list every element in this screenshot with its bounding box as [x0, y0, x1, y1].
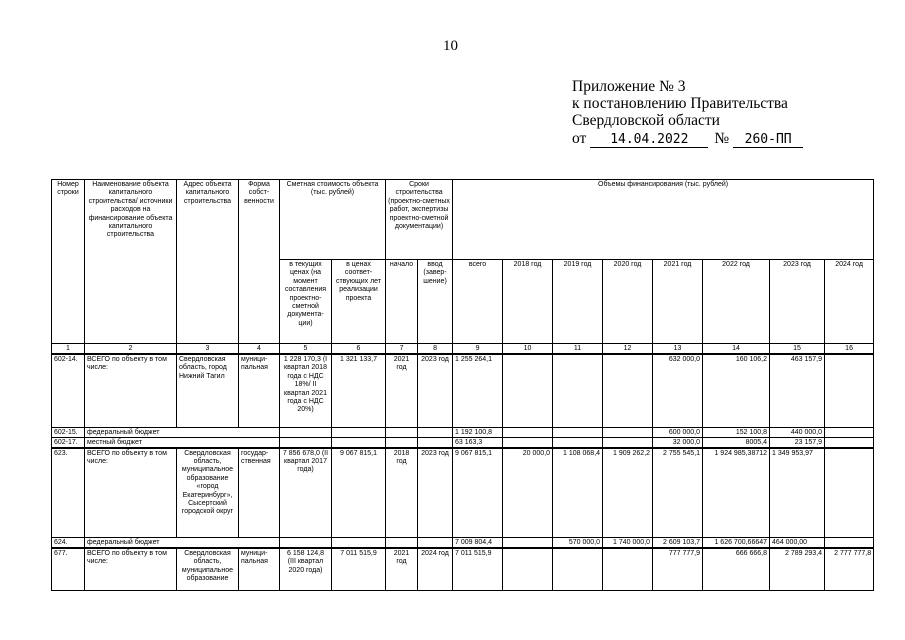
column-number-row [52, 344, 874, 355]
header-cost-years: в ценах соответ-ствующих лет реализации проекта [332, 260, 386, 344]
cell-cost-current [280, 437, 332, 448]
column-number: 1 [52, 344, 85, 355]
table-row [52, 437, 874, 448]
cell-2021: 32 000,0 [653, 437, 703, 448]
cell-end [418, 427, 453, 437]
cell-2019: 570 000,0 [553, 538, 603, 549]
column-number: 4 [239, 344, 280, 355]
header-row [52, 180, 874, 260]
cell-name: ВСЕГО по объекту в том числе: [85, 448, 177, 538]
from-label: от [572, 130, 587, 147]
appendix-government-line: Свердловской области [572, 112, 720, 129]
cell-row-no: 623. [52, 448, 85, 538]
header-2023: 2023 год [770, 260, 825, 344]
column-number: 6 [332, 344, 386, 355]
cell-2024: 2 777 777,8 [825, 548, 874, 590]
cell-ownership: муници-пальная [239, 548, 280, 590]
cell-2023: 23 157,9 [770, 437, 825, 448]
table-row [52, 548, 874, 590]
cell-cost-years: 7 011 515,9 [332, 548, 386, 590]
cell-2022: 1 626 700,66647 [703, 538, 770, 549]
cell-address: Свердловская область, муниципальное образование [177, 548, 239, 590]
cell-row-no: 677. [52, 548, 85, 590]
cell-cost-current [280, 538, 332, 549]
cell-total: 1 192 100,8 [453, 427, 503, 437]
cell-2018 [503, 548, 553, 590]
cell-total: 63 163,3 [453, 437, 503, 448]
cell-2023: 440 000,0 [770, 427, 825, 437]
cell-start: 2018 год [386, 448, 418, 538]
table-row [52, 448, 874, 538]
header-2019: 2019 год [553, 260, 603, 344]
cell-2020 [603, 548, 653, 590]
cell-cost-current: 6 158 124,8 (III квартал 2020 года) [280, 548, 332, 590]
cell-2023: 2 789 293,4 [770, 548, 825, 590]
number-label: № [714, 130, 730, 147]
cell-2021: 600 000,0 [653, 427, 703, 437]
cell-2022: 152 100,8 [703, 427, 770, 437]
cell-name: местный бюджет [85, 437, 280, 448]
cell-cost-years [332, 538, 386, 549]
cell-ownership: государ-ственная [239, 448, 280, 538]
table-row [52, 354, 874, 427]
cell-address: Свердловская область, муниципальное образование «город Екатеринбург», Сысертский городской округ [177, 448, 239, 538]
cell-2021: 632 000,0 [653, 354, 703, 427]
cell-2018 [503, 354, 553, 427]
cell-row-no: 602-17. [52, 437, 85, 448]
appendix-title: Приложение № 3 [572, 78, 686, 95]
column-number: 16 [825, 344, 874, 355]
cell-row-no: 602-15. [52, 427, 85, 437]
header-address: Адрес объекта капитального строительства [177, 180, 239, 344]
column-number: 15 [770, 344, 825, 355]
header-funding: Объемы финансирования (тыс. рублей) [453, 180, 874, 260]
header-cost-current: в текущих ценах (на момент составления проектно-сметной документа-ции) [280, 260, 332, 344]
cell-2018 [503, 437, 553, 448]
header-2021: 2021 год [653, 260, 703, 344]
cell-2019 [553, 437, 603, 448]
resolution-number: 260-ПП [733, 133, 803, 148]
header-2022: 2022 год [703, 260, 770, 344]
column-number: 9 [453, 344, 503, 355]
appendix-resolution-line: к постановлению Правительства [572, 95, 788, 112]
cell-end: 2023 год [418, 354, 453, 427]
financing-table [51, 179, 874, 591]
cell-end: 2023 год [418, 448, 453, 538]
cell-2021: 777 777,9 [653, 548, 703, 590]
cell-2020 [603, 427, 653, 437]
cell-cost-current: 1 228 170,3 (I квартал 2018 года с НДС 18%/ II квартал 2021 года с НДС 20%) [280, 354, 332, 427]
header-ownership: Форма собст-венности [239, 180, 280, 344]
cell-cost-years: 1 321 133,7 [332, 354, 386, 427]
cell-2021: 2 755 545,1 [653, 448, 703, 538]
header-cost: Сметная стоимость объекта (тыс. рублей) [280, 180, 386, 260]
cell-end [418, 437, 453, 448]
page-number: 10 [443, 38, 458, 54]
cell-2023: 464 000,00 [770, 538, 825, 549]
cell-2020 [603, 437, 653, 448]
cell-start [386, 437, 418, 448]
cell-2019 [553, 354, 603, 427]
table-row [52, 427, 874, 437]
cell-2019 [553, 548, 603, 590]
header-2024: 2024 год [825, 260, 874, 344]
cell-total: 7 009 804,4 [453, 538, 503, 549]
cell-2024 [825, 437, 874, 448]
column-number: 12 [603, 344, 653, 355]
cell-2022: 8005,4 [703, 437, 770, 448]
cell-2020 [603, 354, 653, 427]
appendix-header [572, 78, 803, 148]
cell-2021: 2 609 103,7 [653, 538, 703, 549]
header-row-no: Номер строки [52, 180, 85, 344]
column-number: 14 [703, 344, 770, 355]
cell-name: федеральный бюджет [85, 427, 280, 437]
cell-cost-years: 9 067 815,1 [332, 448, 386, 538]
cell-cost-current [280, 427, 332, 437]
table-row [52, 538, 874, 549]
cell-2018 [503, 427, 553, 437]
cell-total: 1 255 264,1 [453, 354, 503, 427]
cell-2019: 1 108 068,4 [553, 448, 603, 538]
column-number: 5 [280, 344, 332, 355]
header-name: Наименование объекта капитального строительства/ источники расходов на финансирование объекта капитального строительства [85, 180, 177, 344]
header-start: начало [386, 260, 418, 344]
cell-total: 9 067 815,1 [453, 448, 503, 538]
cell-cost-years [332, 427, 386, 437]
cell-2020: 1 909 262,2 [603, 448, 653, 538]
column-number: 7 [386, 344, 418, 355]
column-number: 11 [553, 344, 603, 355]
cell-2023: 463 157,9 [770, 354, 825, 427]
cell-cost-current: 7 856 678,0 (II квартал 2017 года) [280, 448, 332, 538]
cell-2024 [825, 354, 874, 427]
column-number: 2 [85, 344, 177, 355]
cell-name: ВСЕГО по объекту в том числе: [85, 354, 177, 427]
cell-2018 [503, 538, 553, 549]
cell-row-no: 602-14. [52, 354, 85, 427]
cell-start: 2021 год [386, 354, 418, 427]
cell-name: федеральный бюджет [85, 538, 280, 549]
cell-2024 [825, 427, 874, 437]
column-number: 10 [503, 344, 553, 355]
header-total: всего [453, 260, 503, 344]
cell-name: ВСЕГО по объекту в том числе: [85, 548, 177, 590]
cell-cost-years [332, 437, 386, 448]
cell-2024 [825, 538, 874, 549]
cell-end [418, 538, 453, 549]
appendix-date-number-line [572, 130, 803, 148]
cell-2019 [553, 427, 603, 437]
column-number: 13 [653, 344, 703, 355]
cell-row-no: 624. [52, 538, 85, 549]
cell-2020: 1 740 000,0 [603, 538, 653, 549]
cell-start: 2021 год [386, 548, 418, 590]
column-number: 3 [177, 344, 239, 355]
cell-2023: 1 349 953,97 [770, 448, 825, 538]
cell-end: 2024 год [418, 548, 453, 590]
header-2018: 2018 год [503, 260, 553, 344]
cell-address: Свердловская область, город Нижний Тагил [177, 354, 239, 427]
column-number: 8 [418, 344, 453, 355]
header-terms: Сроки строительства (проектно-сметных работ, экспертизы проектно-сметной документации) [386, 180, 453, 260]
cell-2024 [825, 448, 874, 538]
cell-2022: 1 924 985,38712 [703, 448, 770, 538]
cell-2022: 666 666,8 [703, 548, 770, 590]
cell-ownership: муници-пальная [239, 354, 280, 427]
cell-total: 7 011 515,9 [453, 548, 503, 590]
header-2020: 2020 год [603, 260, 653, 344]
cell-2022: 160 106,2 [703, 354, 770, 427]
cell-2018: 20 000,0 [503, 448, 553, 538]
resolution-date: 14.04.2022 [590, 133, 708, 148]
header-end: ввод (завер-шение) [418, 260, 453, 344]
cell-start [386, 538, 418, 549]
cell-start [386, 427, 418, 437]
